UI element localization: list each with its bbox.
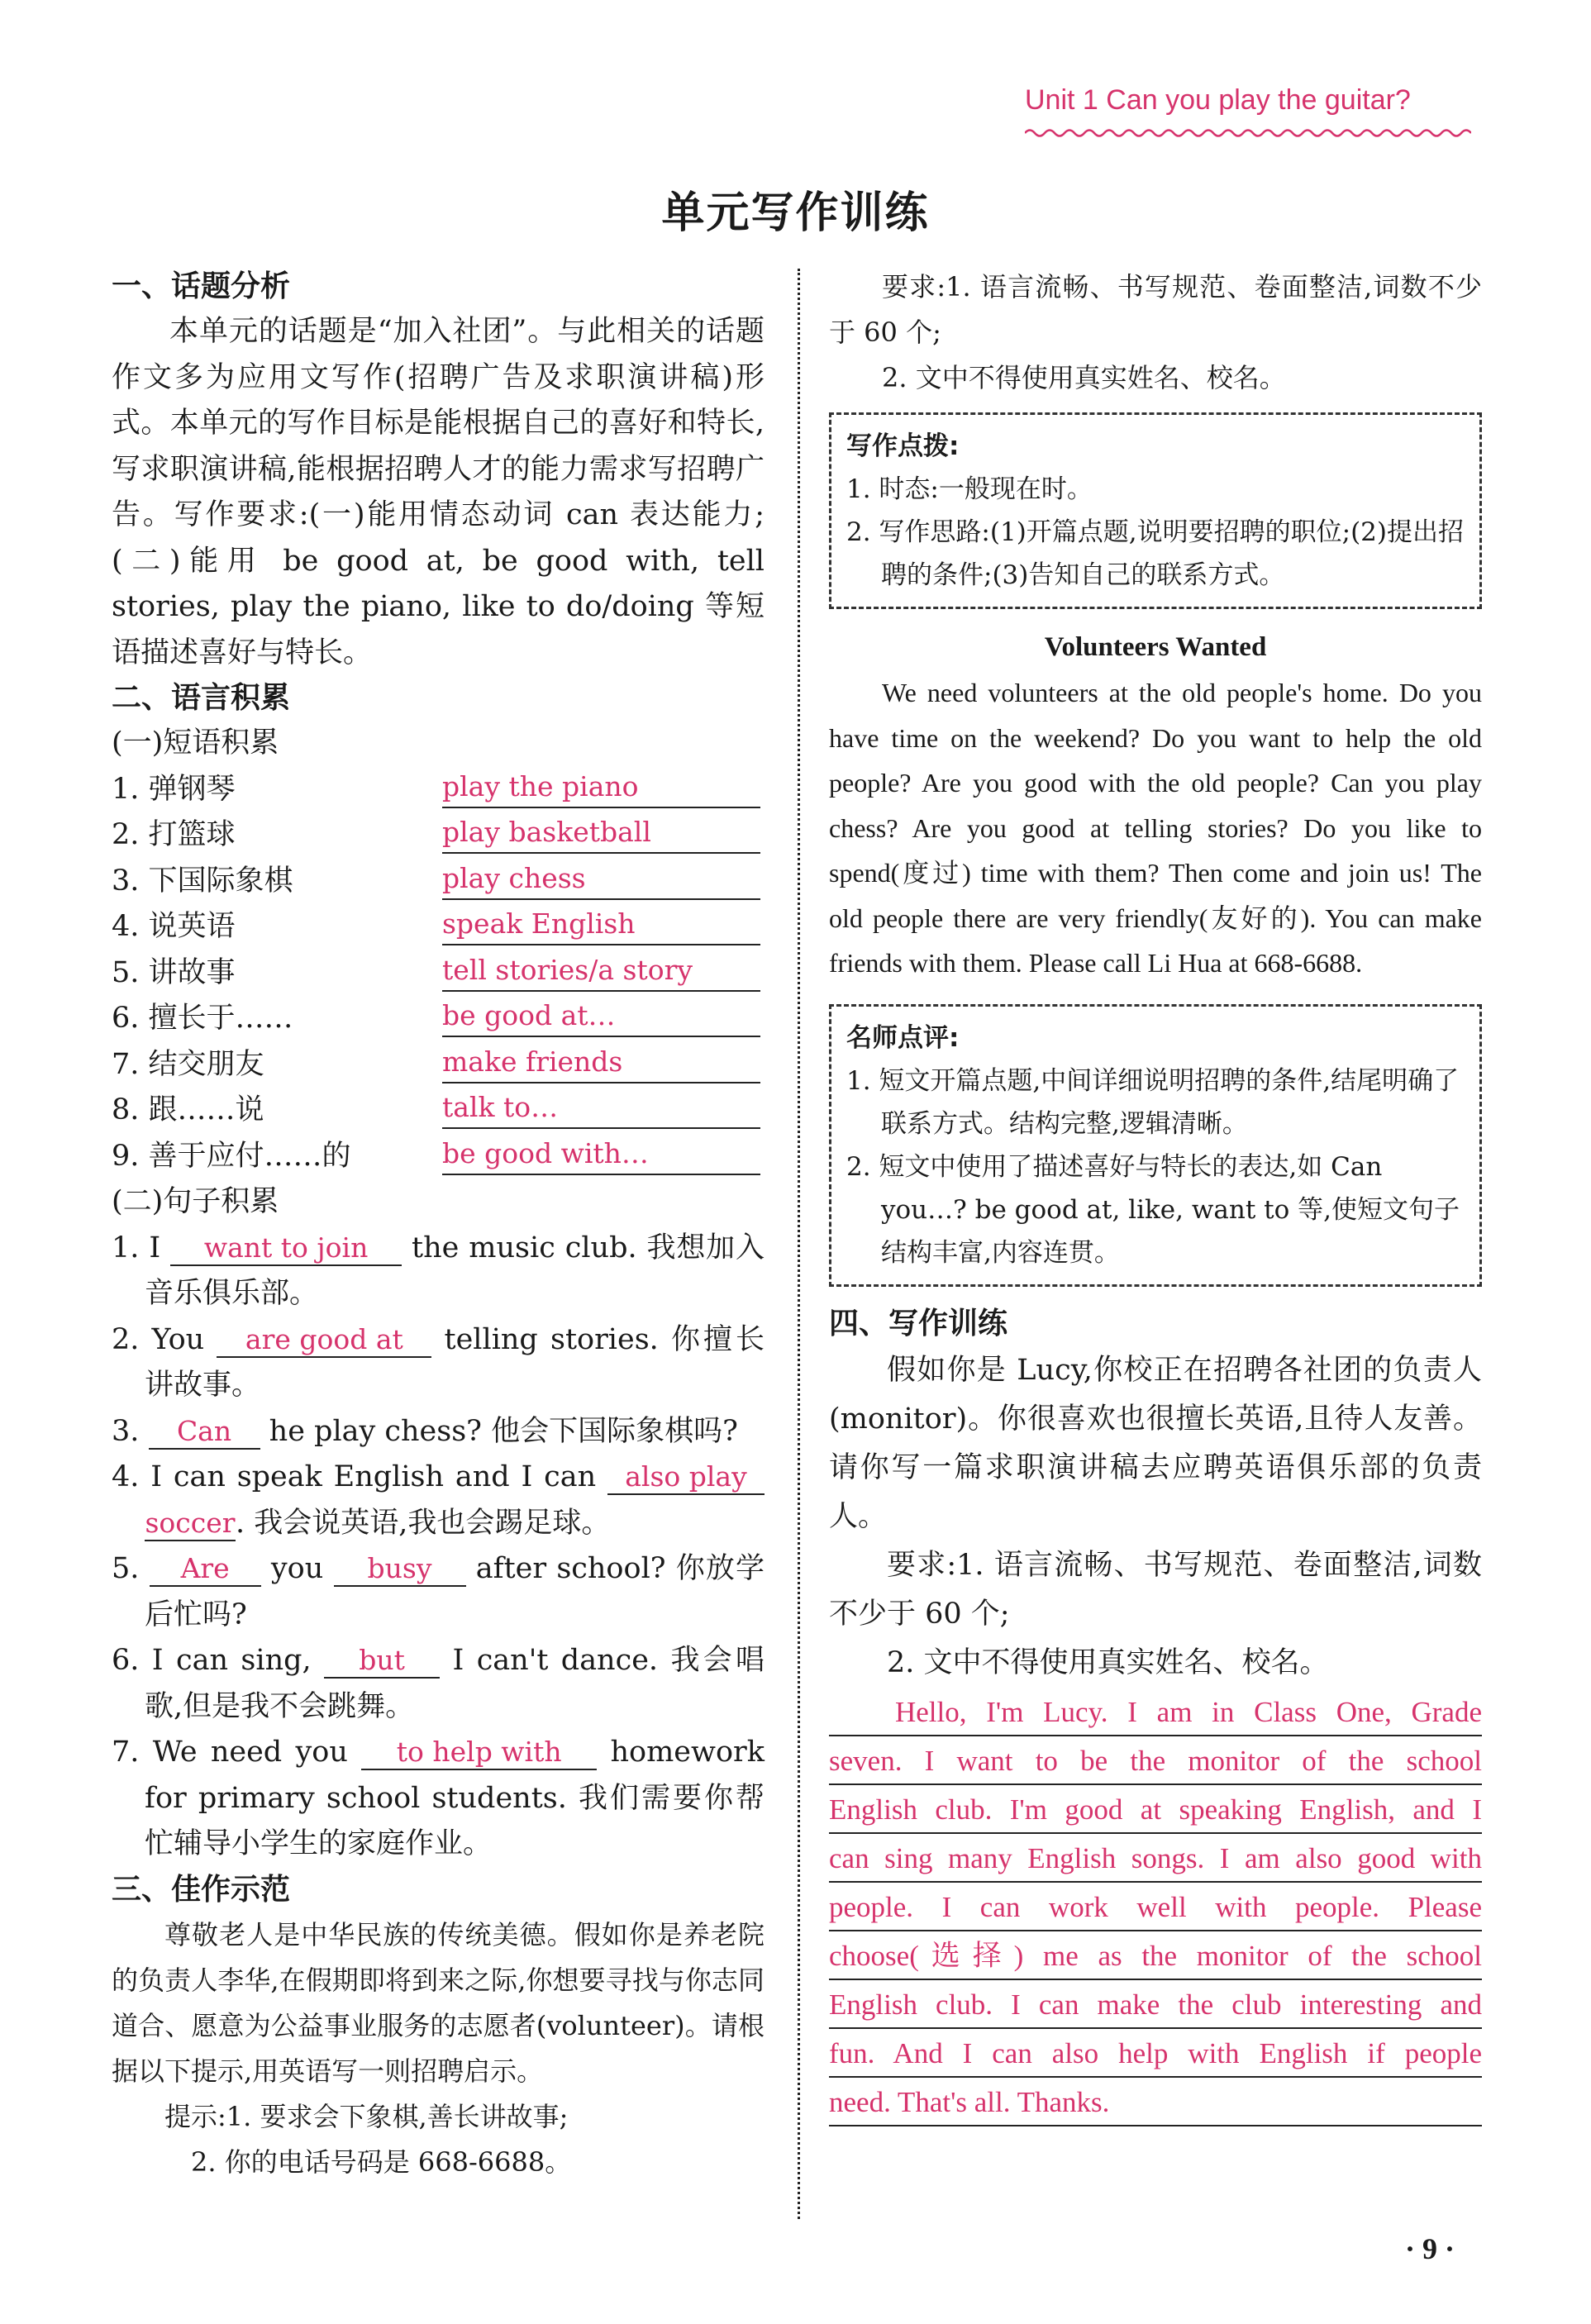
answer-blank: want to join bbox=[170, 1231, 402, 1266]
answer-blank: talk to… bbox=[442, 1088, 760, 1129]
phrase-row: 8. 跟……说 talk to… bbox=[112, 1088, 765, 1134]
answer-blank: play the piano bbox=[442, 767, 760, 808]
tips-title: 写作点拨: bbox=[846, 431, 960, 461]
topic-analysis: 本单元的话题是“加入社团”。与此相关的话题作文多为应用文写作(招聘广告及求职演讲稿)形式。本单元的写作目标是能根据自己的喜好和特长,写求职演讲稿,能根据招聘人才的能力需求写招聘广告。写作要求:(一)能用情态动词 can 表达能力;(二)能用 be good at, be good with, tell stories, play the piano, like to do/doing 等短语描述喜好与特长。 bbox=[112, 315, 765, 669]
answer-line: English club. I'm good at speaking English, and I bbox=[829, 1785, 1482, 1834]
section-heading-practice: 四、写作训练 bbox=[829, 1306, 1008, 1341]
page-title: 单元写作训练 bbox=[661, 188, 930, 238]
sentence-item: 3. Can he play chess? 他会下国际象棋吗? bbox=[112, 1414, 738, 1448]
phrase-row: 6. 擅长于…… be good at… bbox=[112, 996, 765, 1042]
unit-title: Unit 1 Can you play the guitar? bbox=[1025, 84, 1411, 116]
answer-line: Hello, I'm Lucy. I am in Class One, Grade bbox=[829, 1688, 1482, 1736]
sentence-item: 2. You are good at telling stories. 你擅长讲故事。 bbox=[112, 1322, 765, 1402]
answer-blank: but bbox=[324, 1644, 440, 1679]
essay-title: Volunteers Wanted bbox=[1044, 632, 1267, 662]
phrase-row: 7. 结交朋友 make friends bbox=[112, 1042, 765, 1088]
sentence-item: 7. We need you to help with homework for primary school students. 我们需要你帮忙辅导小学生的家庭作业。 bbox=[112, 1736, 765, 1860]
answer-line: choose(选择) me as the monitor of the school bbox=[829, 1931, 1482, 1980]
model-prompt: 尊敬老人是中华民族的传统美德。假如你是养老院的负责人李华,在假期即将到来之际,你想要寻找与你志同道合、愿意为公益事业服务的志愿者(volunteer)。请根据以下提示,用英语写一则招聘启示。 提示:1. 要求会下象棋,善长讲故事; 2. 你的电话号码是 668-6688。 bbox=[112, 1918, 765, 2178]
answer-blank: soccer bbox=[145, 1507, 236, 1541]
answer-blank: tell stories/a story bbox=[442, 950, 760, 992]
sentence-subheading: (二)句子积累 bbox=[112, 1185, 279, 1218]
section-heading-model: 三、佳作示范 bbox=[112, 1872, 291, 1907]
answer-blank: play basketball bbox=[442, 812, 760, 854]
answer-line: can sing many English songs. I am also good with bbox=[829, 1834, 1482, 1883]
answer-blank: be good at… bbox=[442, 996, 760, 1037]
wavy-underline bbox=[1025, 127, 1471, 139]
section-heading-topic: 一、话题分析 bbox=[112, 269, 291, 303]
answer-blank: also play bbox=[607, 1460, 765, 1495]
answer-lines bbox=[829, 1688, 1482, 2126]
answer-line: seven. I want to be the monitor of the school bbox=[829, 1736, 1482, 1785]
writing-tips-box: 写作点拨: 1. 时态:一般现在时。 2. 写作思路:(1)开篇点题,说明要招聘的职位;(2)提出招聘的条件;(3)告知自己的联系方式。 bbox=[829, 412, 1482, 609]
answer-blank: busy bbox=[334, 1552, 466, 1587]
comment-title: 名师点评: bbox=[846, 1022, 960, 1053]
column-divider bbox=[798, 269, 800, 2219]
phrase-row: 3. 下国际象棋 play chess bbox=[112, 859, 765, 905]
answer-line: English club. I can make the club interesting and bbox=[829, 1980, 1482, 2029]
right-column bbox=[829, 264, 1482, 2126]
phrase-row: 2. 打篮球 play basketball bbox=[112, 812, 765, 859]
teacher-comment-box: 名师点评: 1. 短文开篇点题,中间详细说明招聘的条件,结尾明确了联系方式。结构完整,逻辑清晰。 2. 短文中使用了描述喜好与特长的表达,如 Can you…? be good at, like, want to 等,使短文句子结构丰富,内容连贯。 bbox=[829, 1004, 1482, 1287]
answer-blank: Can bbox=[149, 1415, 260, 1450]
practice-prompt: 假如你是 Lucy,你校正在招聘各社团的负责人(monitor)。你很喜欢也很擅长英语,且待人友善。请你写一篇求职演讲稿去应聘英语俱乐部的负责人。 要求:1. 语言流畅、书写规范、卷面整洁,词数不少于 60 个; 2. 文中不得使用真实姓名、校名。 bbox=[829, 1353, 1482, 1679]
answer-blank: be good with… bbox=[442, 1134, 760, 1175]
phrase-row: 9. 善于应付……的 be good with… bbox=[112, 1134, 765, 1180]
answer-line: fun. And I can also help with English if people bbox=[829, 2029, 1482, 2078]
section-heading-language: 二、语言积累 bbox=[112, 681, 291, 715]
answer-blank: are good at bbox=[217, 1323, 431, 1358]
answer-blank: Are bbox=[150, 1552, 261, 1587]
phrase-subheading: (一)短语积累 bbox=[112, 726, 279, 760]
sentence-item: 6. I can sing, but I can't dance. 我会唱歌,但是我不会跳舞。 bbox=[112, 1644, 765, 1723]
page-number: · 9 · bbox=[1405, 2232, 1455, 2265]
left-column bbox=[112, 264, 765, 2185]
answer-blank: speak English bbox=[442, 904, 760, 945]
model-requirements: 要求:1. 语言流畅、书写规范、卷面整洁,词数不少于 60 个; 2. 文中不得使用真实姓名、校名。 bbox=[829, 271, 1482, 393]
running-header bbox=[1025, 84, 1488, 142]
phrase-row: 1. 弹钢琴 play the piano bbox=[112, 767, 765, 813]
phrase-row: 5. 讲故事 tell stories/a story bbox=[112, 950, 765, 997]
sentence-item: 4. I can speak English and I can also play soccer. 我会说英语,我也会踢足球。 bbox=[112, 1455, 765, 1546]
answer-line: people. I can work well with people. Please bbox=[829, 1883, 1482, 1931]
answer-line: need. That's all. Thanks. bbox=[829, 2078, 1482, 2126]
phrase-row: 4. 说英语 speak English bbox=[112, 904, 765, 950]
sentence-item: 5. Are you busy after school? 你放学后忙吗? bbox=[112, 1552, 765, 1631]
answer-blank: to help with bbox=[361, 1736, 597, 1770]
answer-blank: play chess bbox=[442, 859, 760, 900]
model-essay: We need volunteers at the old people's home. Do you have time on the weekend? Do you want to help the old people? Are you good with the old people? Can you play chess? Are you good at telling stories? Do you like to spend(度过) time with them? Then come and join us! The old people there are very friendly(友好的). You can make friends with them. Please call Li Hua at 668-6688. bbox=[829, 678, 1482, 978]
sentence-item: 1. I want to join the music club. 我想加入音乐俱乐部。 bbox=[112, 1231, 765, 1310]
answer-blank: make friends bbox=[442, 1042, 760, 1083]
